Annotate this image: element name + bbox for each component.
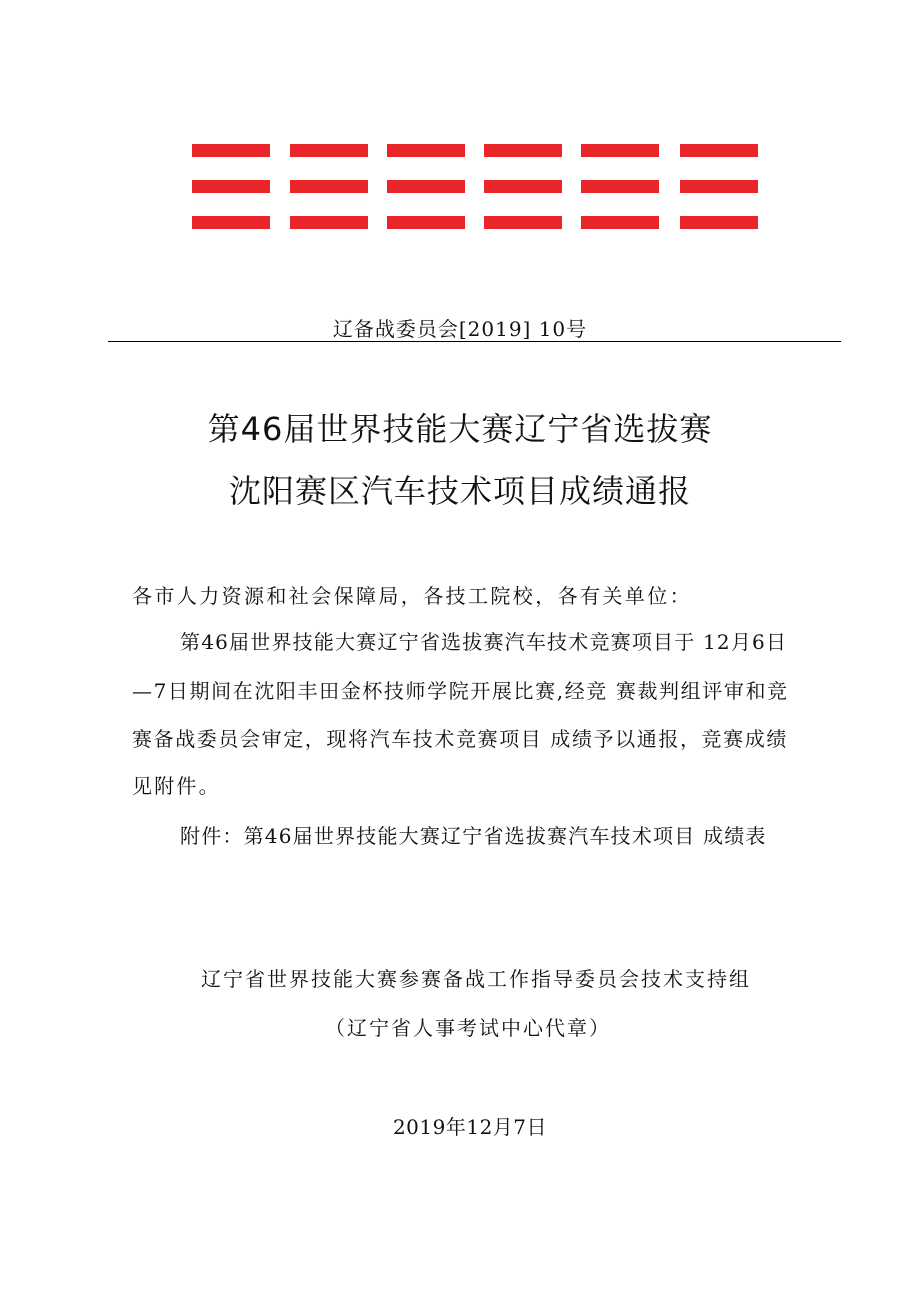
red-bar (680, 216, 758, 229)
document-date: 2019年12月7日 (392, 1115, 548, 1139)
signature-organization: 辽宁省世界技能大赛参赛备战工作指导委员会技术支持组 (201, 967, 751, 991)
body-line: 第46届世界技能大赛辽宁省选拔赛汽车技术竞赛项目于 12月6日 (180, 630, 788, 654)
body-line: 见附件。 (132, 774, 221, 798)
red-bar (581, 144, 659, 157)
body-line: 赛备战委员会审定，现将汽车技术竞赛项目 成绩予以通报，竞赛成绩 (132, 727, 788, 751)
red-bar (290, 180, 368, 193)
red-bar (484, 180, 562, 193)
header-divider (108, 341, 841, 342)
red-bar (290, 144, 368, 157)
body-line: —7日期间在沈阳丰田金杯技师学院开展比赛,经竞 赛裁判组评审和竞 (132, 679, 789, 703)
red-bar (192, 216, 270, 229)
bar-group (387, 144, 465, 230)
red-bar (484, 144, 562, 157)
red-bar (387, 180, 465, 193)
document-title-line1: 第46届世界技能大赛辽宁省选拔赛 (207, 410, 713, 448)
red-bar (581, 216, 659, 229)
bar-group (192, 144, 270, 230)
attachment-note: 附件：第46届世界技能大赛辽宁省选拔赛汽车技术项目 成绩表 (180, 824, 767, 848)
document-title-line2: 沈阳赛区汽车技术项目成绩通报 (228, 472, 691, 510)
document-number: 辽备战委员会[2019] 10号 (332, 317, 588, 341)
red-bar (290, 216, 368, 229)
red-header-bars (192, 144, 758, 230)
red-bar (387, 144, 465, 157)
red-bar (192, 180, 270, 193)
bar-group (290, 144, 368, 230)
red-bar (484, 216, 562, 229)
red-bar (680, 144, 758, 157)
red-bar (680, 180, 758, 193)
red-bar (387, 216, 465, 229)
signature-seal-note: （辽宁省人事考试中心代章） (325, 1016, 611, 1040)
salutation: 各市人力资源和社会保障局，各技工院校，各有关单位： (132, 584, 692, 608)
red-bar (192, 144, 270, 157)
bar-group (484, 144, 562, 230)
bar-group (680, 144, 758, 230)
red-bar (581, 180, 659, 193)
bar-group (581, 144, 659, 230)
